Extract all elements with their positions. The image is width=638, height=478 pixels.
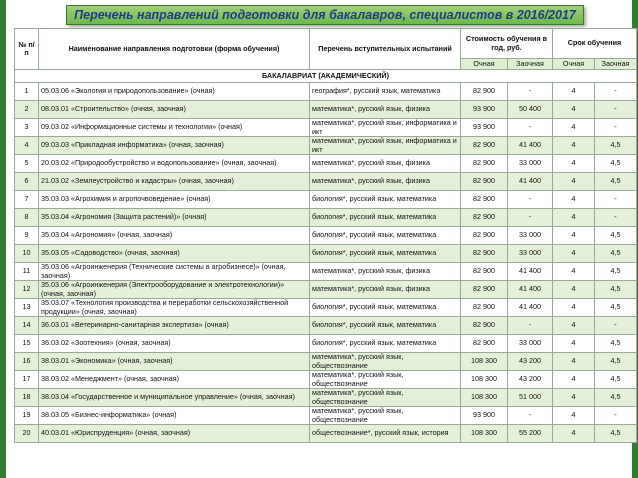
cost-part-time: - [508,407,553,425]
entrance-exams: биология*, русский язык, математика [310,191,461,209]
term-full-time: 4 [553,353,595,371]
cost-part-time: 41 400 [508,299,553,317]
term-part-time: 4,5 [595,371,637,389]
table-row [15,353,637,371]
term-part-time: 4,5 [595,335,637,353]
program-name: 35.03.04 «Агрономия (Защита растений)» (очная) [39,209,310,227]
table-row [15,281,637,299]
term-full-time: 4 [553,227,595,245]
cost-full-time: 82 900 [461,155,508,173]
cost-full-time: 108 300 [461,389,508,407]
cost-part-time: 33 000 [508,245,553,263]
table-row [15,407,637,425]
program-name: 38.03.01 «Экономика» (очная, заочная) [39,353,310,371]
cost-part-time: 55 200 [508,425,553,443]
header-term-part-time: Заочная [595,59,637,70]
entrance-exams: обществознание*, русский язык, история [310,425,461,443]
cost-part-time: - [508,317,553,335]
term-part-time: 4,5 [595,281,637,299]
header-name: Наименование направления подготовки (форма обучения) [39,29,310,70]
table-row [15,209,637,227]
cost-full-time: 82 900 [461,281,508,299]
title-banner [66,5,584,25]
row-number: 7 [15,191,39,209]
cost-part-time: 50 400 [508,101,553,119]
term-full-time: 4 [553,389,595,407]
cost-full-time: 93 900 [461,119,508,137]
term-full-time: 4 [553,425,595,443]
term-full-time: 4 [553,245,595,263]
program-name: 21.03.02 «Землеустройство и кадастры» (очная, заочная) [39,173,310,191]
term-full-time: 4 [553,371,595,389]
entrance-exams: биология*, русский язык, математика [310,299,461,317]
row-number: 14 [15,317,39,335]
term-part-time: 4,5 [595,155,637,173]
term-full-time: 4 [553,137,595,155]
cost-part-time: 41 400 [508,173,553,191]
entrance-exams: математика*, русский язык, обществознание [310,353,461,371]
term-full-time: 4 [553,101,595,119]
term-full-time: 4 [553,83,595,101]
term-part-time: 4,5 [595,353,637,371]
row-number: 8 [15,209,39,227]
row-number: 11 [15,263,39,281]
term-full-time: 4 [553,263,595,281]
cost-full-time: 82 900 [461,245,508,263]
row-number: 10 [15,245,39,263]
program-name: 09.03.03 «Прикладная информатика» (очная, заочная) [39,137,310,155]
cost-full-time: 108 300 [461,425,508,443]
programs-table [14,28,637,443]
table-row [15,173,637,191]
entrance-exams: математика*, русский язык, обществознание [310,371,461,389]
cost-part-time: 41 400 [508,137,553,155]
term-full-time: 4 [553,299,595,317]
cost-full-time: 82 900 [461,263,508,281]
entrance-exams: биология*, русский язык, математика [310,335,461,353]
program-name: 35.03.04 «Агрономия» (очная, заочная) [39,227,310,245]
row-number: 3 [15,119,39,137]
term-part-time: - [595,407,637,425]
program-name: 20.03.02 «Природообустройство и водопользование» (очная, заочная) [39,155,310,173]
cost-part-time: - [508,119,553,137]
entrance-exams: биология*, русский язык, математика [310,317,461,335]
entrance-exams: биология*, русский язык, математика [310,209,461,227]
program-name: 36.03.02 «Зоотехния» (очная, заочная) [39,335,310,353]
cost-full-time: 82 900 [461,317,508,335]
table-row [15,389,637,407]
row-number: 18 [15,389,39,407]
entrance-exams: математика*, русский язык, физика [310,173,461,191]
table-row [15,335,637,353]
header-term: Срок обучения [553,29,637,59]
cost-part-time: 41 400 [508,281,553,299]
header-cost-full-time: Очная [461,59,508,70]
term-full-time: 4 [553,407,595,425]
cost-full-time: 82 900 [461,299,508,317]
program-name: 09.03.02 «Информационные системы и технологии» (очная) [39,119,310,137]
program-name: 35.03.06 «Агроинженерия (Электрооборудование и электротехнологии)» (очная, заочная) [39,281,310,299]
term-part-time: 4,5 [595,137,637,155]
cost-full-time: 82 900 [461,173,508,191]
cost-part-time: - [508,209,553,227]
row-number: 20 [15,425,39,443]
table-row [15,371,637,389]
cost-part-time: 43 200 [508,371,553,389]
term-full-time: 4 [553,191,595,209]
term-part-time: - [595,317,637,335]
cost-part-time: 33 000 [508,335,553,353]
row-number: 5 [15,155,39,173]
term-part-time: 4,5 [595,263,637,281]
table-row [15,317,637,335]
entrance-exams: математика*, русский язык, информатика и икт [310,119,461,137]
term-full-time: 4 [553,335,595,353]
program-name: 08.03.01 «Строительство» (очная, заочная) [39,101,310,119]
program-name: 36.03.01 «Ветеринарно-санитарная экспертиза» (очная) [39,317,310,335]
term-part-time: 4,5 [595,227,637,245]
cost-part-time: - [508,191,553,209]
entrance-exams: математика*, русский язык, физика [310,281,461,299]
entrance-exams: математика*, русский язык, обществознание [310,389,461,407]
table-row [15,425,637,443]
table-row [15,119,637,137]
term-part-time: - [595,209,637,227]
table-row [15,83,637,101]
table-row [15,137,637,155]
cost-full-time: 82 900 [461,227,508,245]
row-number: 16 [15,353,39,371]
cost-part-time: 33 000 [508,155,553,173]
row-number: 15 [15,335,39,353]
cost-full-time: 108 300 [461,371,508,389]
cost-full-time: 82 900 [461,137,508,155]
entrance-exams: математика*, русский язык, обществознание [310,407,461,425]
header-cost-part-time: Заочная [508,59,553,70]
cost-part-time: 51 000 [508,389,553,407]
cost-full-time: 93 900 [461,101,508,119]
cost-full-time: 82 900 [461,209,508,227]
cost-part-time: 41 400 [508,263,553,281]
page-title: Перечень направлений подготовки для бакалавров, специалистов в 2016/2017 [74,8,576,22]
term-part-time: 4,5 [595,425,637,443]
program-name: 35.03.03 «Агрохимия и агропочвоведение» (очная) [39,191,310,209]
entrance-exams: биология*, русский язык, математика [310,245,461,263]
row-number: 17 [15,371,39,389]
table-row [15,227,637,245]
term-full-time: 4 [553,155,595,173]
table-row [15,299,637,317]
cost-full-time: 93 900 [461,407,508,425]
entrance-exams: математика*, русский язык, физика [310,155,461,173]
program-name: 38.03.04 «Государственное и муниципальное управление» (очная, заочная) [39,389,310,407]
program-name: 05.03.06 «Экология и природопользование» (очная) [39,83,310,101]
header-cost: Стоимость обучения в год, руб. [461,29,553,59]
header-exams: Перечень вступительных испытаний [310,29,461,70]
term-part-time: - [595,191,637,209]
table-row [15,155,637,173]
program-name: 38.03.02 «Менеджмент» (очная, заочная) [39,371,310,389]
term-part-time: - [595,83,637,101]
entrance-exams: математика*, русский язык, физика [310,263,461,281]
term-part-time: - [595,119,637,137]
table-row [15,263,637,281]
header-num: № п/п [15,29,39,70]
cost-part-time: 43 200 [508,353,553,371]
table-row [15,191,637,209]
cost-full-time: 108 300 [461,353,508,371]
term-full-time: 4 [553,173,595,191]
program-name: 35.03.07 «Технология производства и переработки сельскохозяйственной продукции» (очная, заочная) [39,299,310,317]
program-name: 35.03.05 «Садоводство» (очная, заочная) [39,245,310,263]
program-name: 40.03.01 «Юриспруденция» (очная, заочная) [39,425,310,443]
section-header: БАКАЛАВРИАТ (АКАДЕМИЧЕСКИЙ) [15,70,637,83]
term-part-time: 4,5 [595,245,637,263]
term-part-time: 4,5 [595,389,637,407]
table-row [15,101,637,119]
term-part-time: 4,5 [595,173,637,191]
row-number: 2 [15,101,39,119]
entrance-exams: биология*, русский язык, математика [310,227,461,245]
cost-full-time: 82 900 [461,335,508,353]
row-number: 6 [15,173,39,191]
program-name: 35.03.06 «Агроинженерия (Технические системы в агробизнесе)» (очная, заочная) [39,263,310,281]
cost-part-time: 33 000 [508,227,553,245]
term-full-time: 4 [553,119,595,137]
row-number: 12 [15,281,39,299]
entrance-exams: география*, русский язык, математика [310,83,461,101]
row-number: 1 [15,83,39,101]
entrance-exams: математика*, русский язык, физика [310,101,461,119]
term-full-time: 4 [553,209,595,227]
term-full-time: 4 [553,281,595,299]
header-term-full-time: Очная [553,59,595,70]
row-number: 19 [15,407,39,425]
row-number: 4 [15,137,39,155]
row-number: 9 [15,227,39,245]
term-part-time: 4,5 [595,299,637,317]
entrance-exams: математика*, русский язык, информатика и икт [310,137,461,155]
cost-full-time: 82 900 [461,191,508,209]
cost-full-time: 82 900 [461,83,508,101]
row-number: 13 [15,299,39,317]
program-name: 38.03.05 «Бизнес-информатика» (очная) [39,407,310,425]
cost-part-time: - [508,83,553,101]
table-row [15,245,637,263]
term-full-time: 4 [553,317,595,335]
term-part-time: - [595,101,637,119]
